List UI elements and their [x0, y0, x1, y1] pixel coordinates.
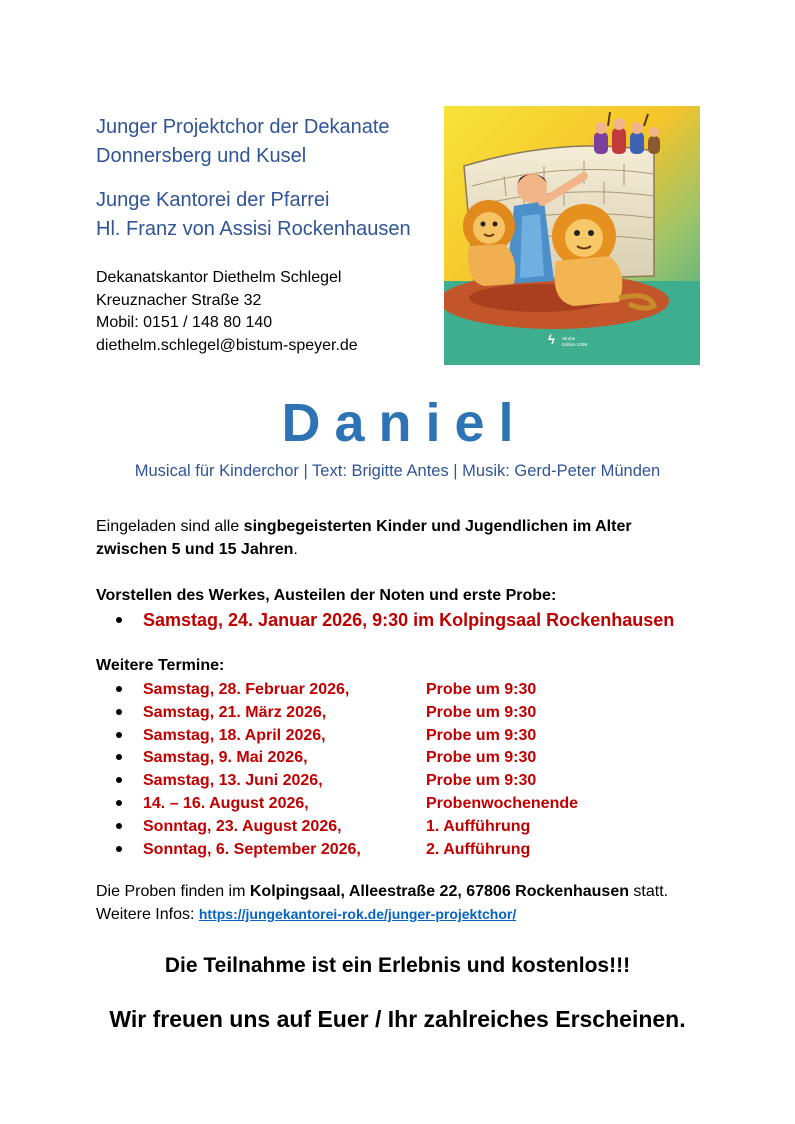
svg-text:Edition 6299: Edition 6299 [562, 342, 588, 347]
invite-line-1: Eingeladen sind alle singbegeisterten Kinder und Jugendlichen im Alter [96, 518, 632, 535]
date-item: Samstag, 28. Februar 2026, [143, 681, 350, 698]
date-event: Probe um 9:30 [426, 726, 537, 744]
bullet [116, 823, 122, 829]
bullet [116, 777, 122, 783]
bullet [116, 800, 122, 806]
date-item: Sonntag, 23. August 2026, [143, 817, 342, 835]
org-line-3: Junge Kantorei der Pfarrei [96, 189, 330, 211]
more-dates-heading: Weitere Termine: [96, 657, 225, 674]
first-rehearsal-heading: Vorstellen des Werkes, Austeilen der Noten und erste Probe: [96, 587, 557, 604]
bullet [116, 709, 122, 715]
info-line: Weitere Infos: https://jungekantorei-rok.de/junger-projektchor/ [96, 906, 517, 923]
date-event: Probenwochenende [426, 795, 579, 812]
info-link[interactable]: https://jungekantorei-rok.de/junger-projektchor/ [198, 906, 517, 922]
publisher-mark: Strube [562, 336, 576, 341]
org-line-2: Donnersberg und Kusel [96, 145, 307, 167]
contact-block [96, 267, 358, 357]
contact-street: Kreuznacher Straße 32 [96, 291, 262, 309]
closing-line-2: Wir freuen uns auf Euer / Ihr zahlreiches Erscheinen. [109, 1006, 686, 1032]
date-event: Probe um 9:30 [426, 749, 537, 767]
date-item: Samstag, 21. März 2026, [143, 703, 327, 721]
bullet [116, 732, 122, 738]
first-rehearsal-item: Samstag, 24. Januar 2026, 9:30 im Kolpingsaal Rockenhausen [143, 610, 675, 630]
contact-mobile: Mobil: 0151 / 148 80 140 [96, 314, 273, 331]
date-event: 1. Aufführung [426, 817, 531, 835]
contact-email: diethelm.schlegel@bistum-speyer.de [96, 336, 358, 354]
invite-line-2: zwischen 5 und 15 Jahren. [96, 541, 298, 558]
bullet [116, 754, 122, 760]
org-line-4: Hl. Franz von Assisi Rockenhausen [96, 218, 411, 240]
date-event: Probe um 9:30 [426, 703, 537, 721]
date-item: Sonntag, 6. September 2026, [143, 840, 361, 858]
bullet [116, 686, 122, 692]
date-item: Samstag, 9. Mai 2026, [143, 749, 308, 767]
org-line-1: Junger Projektchor der Dekanate [96, 116, 390, 138]
cover-illustration [444, 106, 700, 365]
subtitle: Musical für Kinderchor | Text: Brigitte Antes | Musik: Gerd-Peter Münden [134, 462, 661, 480]
contact-name: Dekanatskantor Diethelm Schlegel [96, 269, 342, 286]
page-title: Daniel [281, 393, 528, 453]
date-event: 2. Aufführung [426, 840, 531, 858]
bullet [116, 846, 122, 852]
bullet [116, 617, 122, 623]
date-item: 14. – 16. August 2026, [143, 795, 309, 812]
date-item: Samstag, 13. Juni 2026, [143, 772, 323, 790]
date-item: Samstag, 18. April 2026, [143, 726, 326, 744]
date-event: Probe um 9:30 [426, 681, 537, 698]
closing-line-1: Die Teilnahme ist ein Erlebnis und kostenlos!!! [164, 954, 631, 977]
svg-text:ϟ: ϟ [548, 332, 555, 347]
date-event: Probe um 9:30 [426, 772, 537, 790]
location-line: Die Proben finden im Kolpingsaal, Alleestraße 22, 67806 Rockenhausen statt. [96, 883, 669, 900]
